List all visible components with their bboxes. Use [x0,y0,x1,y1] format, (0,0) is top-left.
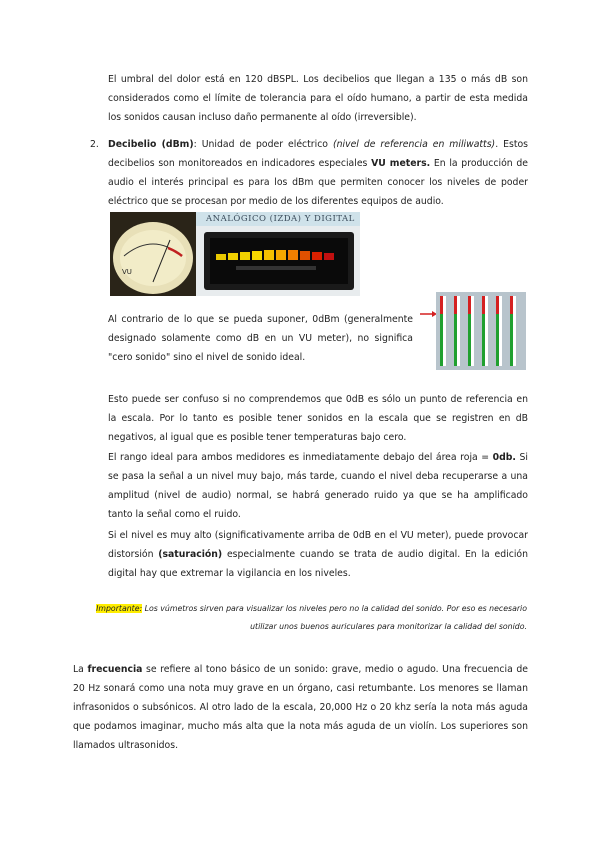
term-vu-meters: VU meters. [371,158,431,169]
list-number: 2. [90,139,99,150]
text-segment: especialmente cuando se trata de audio digital. En la edición digital hay que extremar la vigilancia en los niveles. [108,549,528,579]
image-caption: ANALÓGICO (IZDA) Y DIGITAL [206,214,355,224]
meter-red-zone [454,296,457,314]
paragraph-0dbm: Al contrario de lo que se pueda suponer, 0dBm (generalmente designado solamente como dB en un VU meter), no significa "cero sonido" sino el nivel de sonido ideal. [108,314,413,363]
paragraph-frequency [73,660,528,755]
meter-green-zone [510,314,513,366]
meter-red-zone [468,296,471,314]
important-note [85,600,527,636]
vu-label: VU [122,268,132,276]
text-segment: Si se pasa la señal a un nivel muy bajo, más tarde, cuando el nivel deba recuperarse a una amplitud (nivel de audio) normal, se habrá generado ruido ya que se ha amplificado tanto la señal como el ruido. [108,452,528,520]
meter-red-zone [482,296,485,314]
italic-segment: (nivel de referencia en miliwatts) [332,139,496,150]
text-segment: : Unidad de poder eléctrico [193,139,333,150]
vu-meter-images [110,212,360,296]
paragraph-saturation [108,526,528,583]
paragraph-ideal-range [108,448,528,524]
text-segment: En la producción de audio el interés principal es para los dBm que permiten conocer los niveles de poder eléctrico que se procesan por medio de los diferentes equipos de audio. [108,158,528,207]
paragraph-decibel-dbm [108,135,528,211]
meter-red-zone [496,296,499,314]
bold-frecuencia: frecuencia [87,664,143,675]
paragraph-reference-point: Esto puede ser confuso si no comprendemos que 0dB es sólo un punto de referencia en la escala. Por lo tanto es posible tener sonidos en la escala que se registren en dB negativos, al igual que es posible tener temperaturas bajo cero. [108,394,528,443]
text-segment: Si el nivel es muy alto (significativamente arriba de 0dB en el VU meter), puede provocar distorsión [108,530,528,560]
digital-vu-meter-image [196,212,360,296]
term-dbm: Decibelio (dBm) [108,139,194,150]
analog-vu-meter-image [110,212,196,296]
meter-red-zone [440,296,443,314]
note-text: Los vúmetros sirven para visualizar los niveles pero no la calidad del sonido. Por eso es necesario utilizar unos buenos auriculares para monitorizar la calidad del sonido. [142,604,527,631]
text-segment: . Estos decibelios son monitoreados en indicadores especiales [108,139,528,169]
meter-green-zone [482,314,485,366]
meter-green-zone [440,314,443,366]
bold-0db: 0db. [492,452,516,463]
note-label: Importante: [96,604,143,613]
bold-saturacion: (saturación) [158,549,223,560]
digital-level-meters-image [418,292,528,370]
meter-green-zone [468,314,471,366]
text-segment: se refiere al tono básico de un sonido: grave, medio o agudo. Una frecuencia de 20 Hz sonará como una nota muy grave en un órgano, casi retumbante. Los menores se llaman infrasonidos o subsónicos. Al otro lado de la escala, 20,000 Hz o 20 khz sería la nota más aguda que podamos imaginar, mucho más alta que la nota más aguda de un violín. Los superiores son llamados ultrasonidos. [73,664,528,751]
paragraph-pain-threshold: El umbral del dolor está en 120 dBSPL. Los decibelios que llegan a 135 o más dB son considerados como el límite de tolerancia para el oído humano, a partir de esta medida los sonidos causan incluso daño permanente al oído (irreversible). [108,74,528,123]
meter-red-zone [510,296,513,314]
meter-green-zone [496,314,499,366]
meter-green-zone [454,314,457,366]
text-segment: El rango ideal para ambos medidores es inmediatamente debajo del área roja = [108,452,493,463]
text-segment: La [73,664,88,675]
